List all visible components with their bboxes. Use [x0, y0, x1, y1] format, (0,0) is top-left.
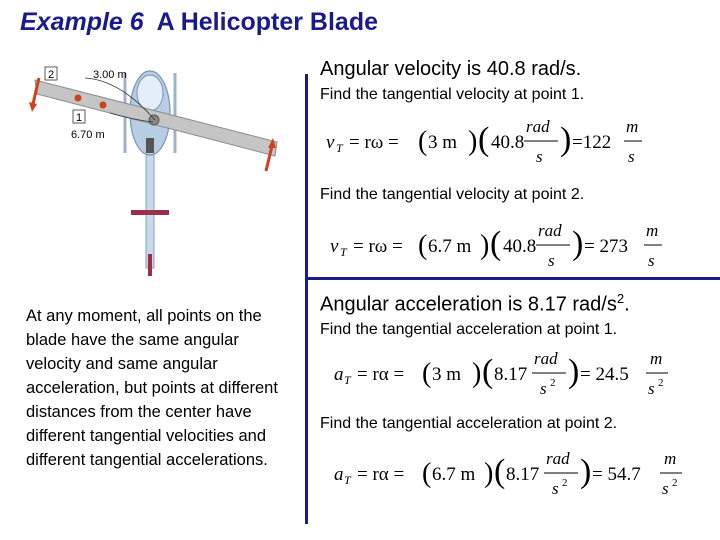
eq-den-exponent: 2	[550, 377, 556, 389]
eq-lhs: v	[326, 132, 335, 153]
eq-unit-den: s	[662, 479, 669, 498]
angular-accel-period: .	[624, 293, 630, 316]
eq-den-exponent: 2	[562, 477, 568, 489]
eq-mid: = rα =	[357, 364, 405, 385]
eq-num: rad	[534, 349, 558, 368]
paren-close-large: )	[560, 121, 572, 158]
eq-unit-den: s	[648, 251, 655, 270]
eq-unit-num: m	[626, 117, 639, 136]
eq-result: = 54.7	[592, 464, 641, 485]
paren-open-large: (	[482, 353, 494, 390]
distance-6-7m-label: 6.70 m	[71, 129, 105, 141]
engine	[146, 138, 154, 153]
eq-num: rad	[526, 117, 550, 136]
question-accel-point-2: Find the tangential acceleration at point 2.	[320, 415, 618, 432]
eq-mid: = rω =	[353, 236, 403, 257]
eq-mid: = rα =	[357, 464, 405, 485]
explanation-text: At any moment, all points on the blade have the same angular velocity and same angular acceleration, but points at different distances from the center have different tangential velocities and different tangential accelerations.	[26, 307, 278, 469]
angular-velocity-text: Angular velocity is 40.8 rad/s.	[320, 58, 582, 80]
eq-den: s	[536, 147, 543, 166]
eq-result: = 24.5	[580, 364, 629, 385]
angular-accel-exponent: 2	[616, 291, 625, 306]
equation-velocity-point-1	[326, 114, 656, 170]
point-2-marker	[75, 95, 82, 102]
question-velocity-point-2: Find the tangential velocity at point 2.	[320, 186, 585, 203]
eq-coef: 40.8	[491, 132, 525, 153]
paren-open: (	[418, 126, 428, 157]
eq-unit-num: m	[664, 449, 677, 468]
eq-radius: 3 m	[428, 132, 458, 153]
equation-accel-point-2	[334, 446, 684, 502]
eq-den: s	[552, 479, 559, 498]
eq-lhs-sub: T	[336, 141, 343, 155]
eq-radius: 6.7 m	[432, 464, 476, 485]
example-number: Example 6	[20, 8, 144, 36]
paren-open: (	[422, 458, 432, 489]
eq-unit-num: m	[650, 349, 663, 368]
eq-num: rad	[538, 221, 562, 240]
eq-coef: 8.17	[494, 364, 528, 385]
eq-unit-den: s	[648, 379, 655, 398]
paren-close-large: )	[580, 453, 592, 490]
eq-unit-den-exponent: 2	[658, 377, 664, 389]
eq-lhs-sub: T	[340, 245, 347, 259]
divider-top	[305, 74, 308, 94]
paren-open: (	[422, 358, 432, 389]
eq-result: = 273	[584, 236, 628, 257]
point-1-marker	[100, 102, 107, 109]
equation-accel-point-1	[334, 346, 674, 402]
eq-radius: 3 m	[432, 364, 462, 385]
eq-lhs: a	[334, 464, 344, 485]
rotor-hub	[149, 115, 159, 125]
question-velocity-point-1: Find the tangential velocity at point 1.	[320, 86, 585, 103]
eq-unit-num: m	[646, 221, 659, 240]
divider-vertical	[305, 92, 308, 524]
paren-close-large: )	[572, 225, 584, 262]
tail-boom	[146, 138, 154, 268]
paren-open-large: (	[478, 121, 490, 158]
paren-open-large: (	[490, 225, 502, 262]
point-1-label: 1	[75, 112, 83, 124]
eq-coef: 40.8	[503, 236, 537, 257]
paren-open: (	[418, 230, 428, 261]
paren-close: )	[484, 458, 494, 489]
eq-num: rad	[546, 449, 570, 468]
angular-acceleration-text	[320, 291, 630, 317]
page-title	[20, 8, 378, 37]
paren-close: )	[468, 126, 478, 157]
eq-lhs: v	[330, 236, 339, 257]
eq-lhs-sub: T	[344, 373, 351, 387]
arrow-head-left	[29, 102, 37, 112]
paren-close: )	[472, 358, 482, 389]
eq-coef: 8.17	[506, 464, 540, 485]
tail-fin	[131, 210, 169, 215]
example-heading: A Helicopter Blade	[156, 8, 379, 36]
angular-accel-main: Angular acceleration is 8.17 rad/s	[320, 293, 617, 316]
eq-unit-den: s	[628, 147, 635, 166]
point-2-label: 2	[47, 69, 55, 81]
eq-den: s	[548, 251, 555, 270]
eq-lhs: a	[334, 364, 344, 385]
tail-rotor	[148, 254, 152, 276]
eq-mid: = rω =	[349, 132, 399, 153]
eq-result: =122	[572, 132, 612, 153]
distance-3m-label: 3.00 m	[93, 69, 127, 81]
eq-radius: 6.7 m	[428, 236, 472, 257]
eq-den: s	[540, 379, 547, 398]
divider-horizontal	[308, 277, 720, 280]
paren-close-large: )	[568, 353, 580, 390]
eq-lhs-sub: T	[344, 473, 351, 487]
paren-close: )	[480, 230, 490, 261]
helicopter-figure	[25, 58, 285, 288]
paren-open-large: (	[494, 453, 506, 490]
equation-velocity-point-2	[330, 218, 670, 274]
eq-unit-den-exponent: 2	[672, 477, 678, 489]
question-accel-point-1: Find the tangential acceleration at point 1.	[320, 321, 618, 338]
